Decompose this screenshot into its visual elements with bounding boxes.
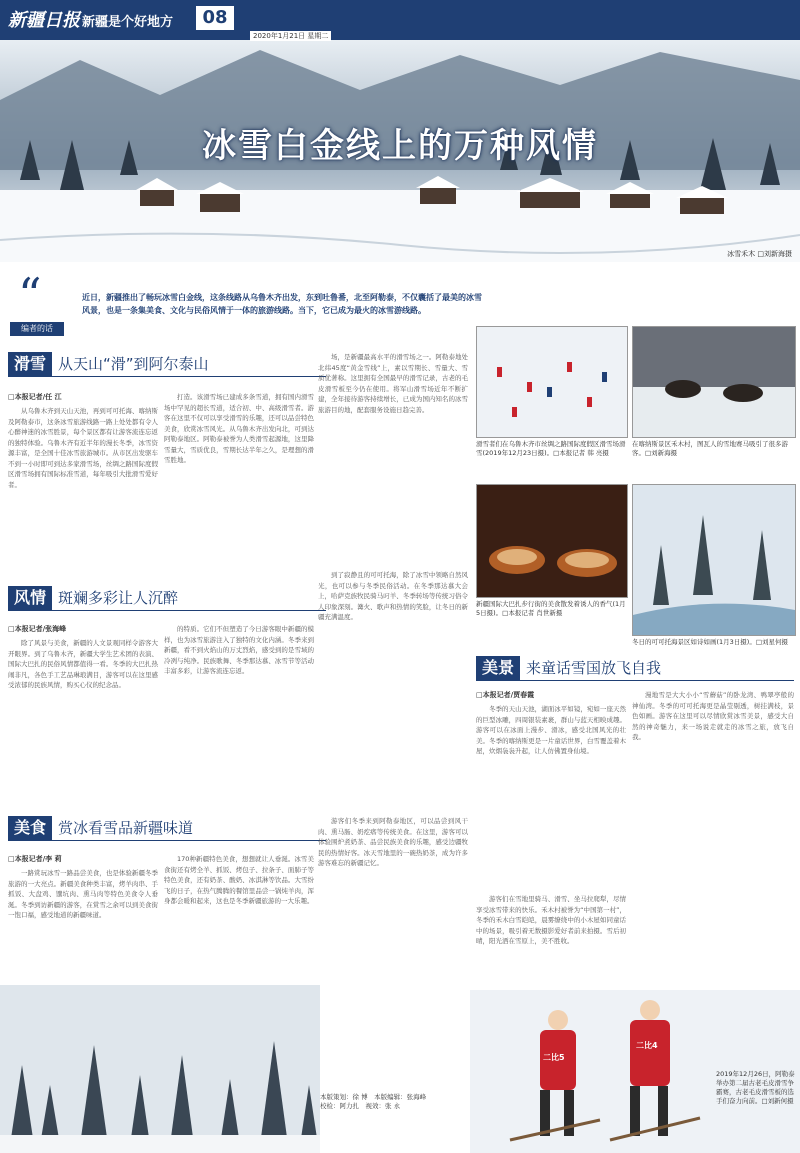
quote-icon: “: [18, 268, 42, 322]
hero-credit: 冰雪禾木 □刘新海摄: [727, 250, 792, 258]
section-food-header: [8, 816, 326, 841]
food-photo-caption: 新疆国际大巴扎步行街的美食散发着诱人的香气(1月5日摄)。□本报记者 肖世新摄: [476, 600, 626, 617]
article-column: [164, 624, 314, 798]
article-text: 除了风景与美食，新疆的人文景观同样令游客大开眼界。到了乌鲁木齐，新疆大学生艺术团的表演、国际大巴扎的民俗风情都值得一看。冬季的大巴扎热闹非凡，各色手工艺品琳琅满目，游客可以在这里感受浓郁的民族风情，购买心仪的纪念品。: [8, 639, 158, 689]
section-tag: 美食: [8, 816, 52, 840]
byline: □本报记者/任 江: [8, 393, 62, 401]
section-title: 来童话雪国放飞自我: [526, 659, 662, 677]
section-scenery-header: [476, 656, 794, 681]
article-text: 一路赏玩冰雪一路品尝美食，也是体验新疆冬季旅游的一大亮点。新疆美食种类丰富，烤羊肉串、手抓饭、大盘鸡、馕坑肉、熏马肉等特色美食令人垂涎。冬季到访新疆的游客，在赏雪之余可以到美食街一饱口福，感受地道的新疆味道。: [8, 869, 158, 919]
article-text: 冬季的天山天池，湖面冰平如镜，宛如一座天然的巨型冰雕，四周银装素裹，群山与蓝天相映成趣。游客可以在冰面上漫步、滑冰，感受北国风光的壮美。冬季的喀纳斯更是一片童话世界，白雪覆盖着木屋，炊烟袅袅升起，让人仿佛置身仙境。: [476, 705, 626, 755]
ski-photo-caption: 滑雪者们在乌鲁木齐市丝绸之路国际度假区滑雪场滑雪(2019年12月23日摄)。□本报记者 韩 亮摄: [476, 440, 626, 457]
article-column: [8, 868, 158, 978]
river-photo: [632, 484, 796, 636]
article-text: 打造。该滑雪场已建成多条雪道，拥有国内滑雪场中罕见的超长雪道，适合初、中、高级滑雪者。游客在这里不仅可以享受滑雪的乐趣，还可以品尝特色美食，欣赏冰雪风光。从乌鲁木齐出发向北，可到达阿勒泰地区。阿勒泰被誉为人类滑雪起源地，这里降雪量大，雪质优良，雪期长达半年之久，是理想的滑雪胜地。: [164, 393, 314, 464]
editor-note: 近日，新疆推出了畅玩冰雪白金线，这条线路从乌鲁木齐出发，东到吐鲁番，北至阿勒泰，不仅囊括了最美的冰雪风景，也是一条集美食、文化与民俗风情于一体的旅游线路。当下，它已成为最火的冰雪游线路。: [82, 293, 482, 315]
byline: □本报记者/张海峰: [8, 625, 67, 633]
bib-number: 二比5: [543, 1053, 565, 1062]
article-text: 到了寂静且的可可托海，除了冰雪中领略自然风光，也可以参与冬季民俗活动。在冬季那达慕大会上，哈萨克族牧民骑马叼羊、冬季转场等传统习俗令人印象深刻。篝火、歌声和热情的笑脸，让冬日的新疆充满温度。: [318, 571, 468, 621]
section-customs-header: [8, 586, 326, 611]
page-number: 08: [196, 6, 234, 30]
article-text: 从乌鲁木齐到天山天池，再到可可托海、喀纳斯及阿勒泰市，这条冰雪旅游线路一路上处处都有令人心醉神迷的冰雪胜景，每个景区都有让游客流连忘返的独特体验。乌鲁木齐有近半年的漫长冬季，冰雪资源丰富，是全国十佳冰雪旅游城市。从市区出发驱车不到一小时即可到达多家滑雪场，丝绸之路国际度假区滑雪场拥有国际标准雪道，每年吸引大批滑雪爱好者。: [8, 407, 158, 489]
footer-credits: [320, 1093, 470, 1111]
article-text: 的特质。它们不但塑造了今日游客眼中新疆的模样，也为冰雪旅游注入了独特的文化内涵。冬季来到新疆，看不到火焰山的万丈烈焰，感受到的是雪域的冷冽与纯净。民族歌舞、冬季那达慕、冰雪节等活动丰富多彩，让游客流连忘返。: [164, 625, 314, 675]
skier-photo-caption: 2019年12月26日，阿勒泰举办第二届古老毛皮滑雪争霸赛，古老毛皮滑雪板的选手们奋力向前。□刘新何摄: [716, 1070, 795, 1105]
article-text: 游客们在雪地里骑马、滑雪、坐马拉爬犁，尽情享受冰雪带来的快乐。禾木村被誉为“中国第一村”，冬季的禾木白雪皑皑，晨雾缭绕中的小木屋如同童话中的场景，吸引着无数摄影爱好者前来拍摄。雪后初晴，阳光洒在雪原上，美不胜收。: [476, 895, 626, 945]
section-title: 从天山“滑”到阿尔泰山: [58, 355, 209, 373]
article-text: 游客们冬季来到阿勒泰地区，可以品尝到风干肉、熏马肠、奶疙瘩等传统美食。在这里，游客可以体验围炉煮奶茶、品尝民族美食的乐趣，感受边疆牧民的热情好客。冰天雪地里的一碗热奶茶，成为许多游客难忘的新疆记忆。: [318, 817, 468, 867]
section-tag: 滑雪: [8, 352, 52, 376]
byline: □本报记者/贾春霞: [476, 691, 535, 699]
section-tag: 风情: [8, 586, 52, 610]
horse-photo: [632, 326, 796, 438]
section-tag: 美景: [476, 656, 520, 680]
newspaper-logo: 新疆日报: [8, 10, 80, 31]
section-title: 赏冰看雪品新疆味道: [58, 819, 194, 837]
section-title: 斑斓多彩让人沉醉: [58, 589, 179, 607]
article-text: 170种新疆特色美食，想想就让人垂涎。冰雪美食街还有烤全羊、抓饭、烤包子、拉条子、面肺子等特色美食，还有奶茶、酸奶、冰淇淋等饮品。大雪纷飞的日子，在热气腾腾的餐馆里品尝一锅炖羊肉，浑身都会暖和起来，这也是冬季新疆旅游的一大乐趣。: [164, 855, 314, 905]
forest-image: [0, 985, 320, 1153]
article-column: [632, 690, 794, 938]
headline: 冰雪白金线上的万种风情: [202, 126, 598, 166]
article-column: [8, 638, 158, 798]
article-column: [476, 894, 626, 994]
ski-photo: [476, 326, 628, 438]
article-column: [318, 816, 468, 1028]
section-name: 新疆是个好地方: [82, 15, 174, 30]
article-text: 漫地雪是大大小小“雪蘑菇”的卧龙湾、鸭翠亭般的神仙湾。冬季的可可托海更是晶莹剔透，树挂满枝，景色如画。游客在这里可以尽情欣赏冰雪美景，感受大自然的神奇魅力，来一场说走就走的冰雪之旅，放飞自我。: [632, 691, 794, 741]
article-column: [318, 570, 468, 798]
footer-visual: 视效：张 永: [365, 1102, 401, 1110]
issue-date: 2020年1月21日 星期二: [250, 31, 331, 41]
footer-proof: 校检：阿力扎: [320, 1102, 359, 1110]
horse-photo-caption: 在喀纳斯景区禾木村，图瓦人的雪地赛马吸引了很多游客。□刘新海摄: [632, 440, 788, 457]
article-column: [476, 704, 626, 894]
footer-editor: 本版策划：徐 博: [320, 1093, 368, 1101]
article-column: [318, 352, 468, 556]
article-column: [8, 406, 158, 556]
bib-number: 二比4: [636, 1041, 658, 1050]
article-column: [164, 854, 314, 978]
food-photo: [476, 484, 628, 598]
byline: □本报记者/李 莉: [8, 855, 62, 863]
article-column: [164, 392, 314, 556]
river-photo-caption: 冬日的可可托海景区如诗如画(1月3日摄)。□刘星何摄: [632, 638, 788, 646]
article-text: 场，是新疆最高水平的滑雪场之一。阿勒泰地处北纬45度“黄金雪线”上，素以雪期长、雪量大、雪质优著称。这里拥有全国最早的滑雪记录，古老的毛皮滑雪板至今仍在使用。将军山滑雪场近年不断扩建，全年接待游客持续增长，已成为国内知名的冰雪旅游目的地，配套服务设施日趋完善。: [318, 353, 468, 414]
section-ski-header: [8, 352, 326, 377]
editor-note-label: 编者的话: [10, 322, 64, 336]
footer-layout: 本版编辑：张海峰: [374, 1093, 427, 1101]
